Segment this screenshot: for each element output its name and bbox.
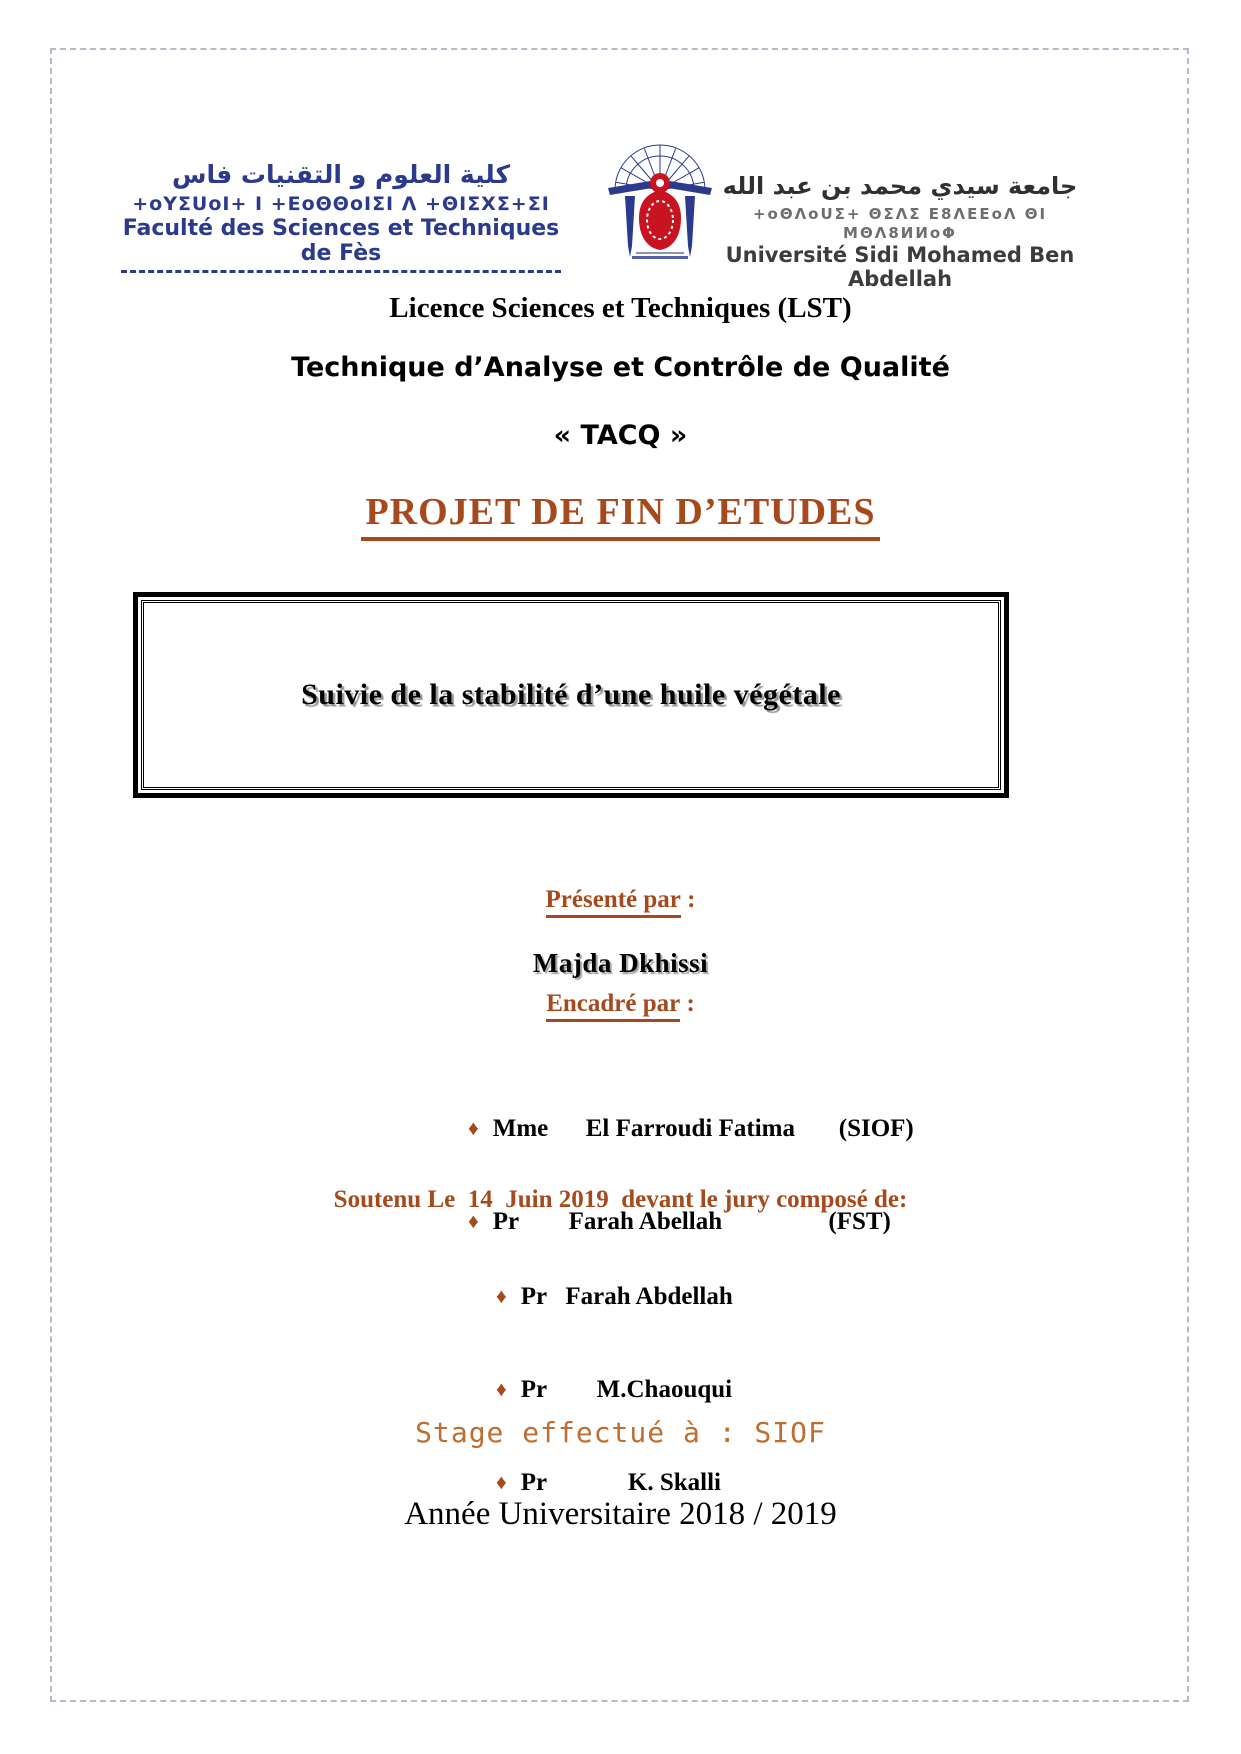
jury-member-text: Pr K. Skalli bbox=[520, 1469, 721, 1496]
jury-member bbox=[496, 1371, 733, 1408]
jury-member-text: Pr Farah Abdellah bbox=[520, 1283, 733, 1310]
presented-by-label: Présenté par bbox=[546, 886, 681, 918]
program-abbr: « TACQ » bbox=[553, 420, 688, 451]
usmba-tifinagh-title: +oΘΛoUΣ+ ΘΣΛΣ Ε8ΛΕΕoΛ ΘI MΘΛ8ИИoΦ bbox=[752, 205, 1048, 242]
supervised-by-colon: : bbox=[680, 990, 695, 1017]
diamond-bullet-icon: ♦ bbox=[496, 1284, 507, 1308]
diamond-bullet-icon: ♦ bbox=[496, 1377, 507, 1401]
jury-heading: Soutenu Le 14 Juin 2019 devant le jury composé de: bbox=[333, 1186, 908, 1213]
usmba-arabic-title: جامعة سيدي محمد بن عبد الله bbox=[722, 172, 1078, 200]
jury-list bbox=[496, 1222, 733, 1529]
fst-header-block bbox=[108, 160, 574, 273]
subject-box bbox=[133, 592, 1009, 798]
fst-name: Faculté des Sciences et Techniques de Fès bbox=[122, 216, 560, 266]
fst-dashed-divider bbox=[121, 270, 561, 273]
diamond-bullet-icon: ♦ bbox=[468, 1116, 479, 1140]
fst-tifinagh-title: +oYΣUoI+ I +ΕoΘΘoIΣI Λ +ΘIΣXΣ+ΣI bbox=[132, 193, 550, 215]
jury-member bbox=[496, 1278, 733, 1315]
internship-line: Stage effectué à : SIOF bbox=[415, 1416, 826, 1449]
usmba-name: Université Sidi Mohamed Ben Abdellah bbox=[725, 243, 1075, 291]
jury-member-text: Pr M.Chaouqui bbox=[520, 1376, 733, 1403]
presented-by-colon: : bbox=[680, 886, 696, 913]
subject-title: Suivie de la stabilité d’une huile végétale bbox=[301, 678, 841, 711]
supervised-by-heading bbox=[0, 990, 1241, 1022]
supervisor-text: Mme El Farroudi Fatima (SIOF) bbox=[492, 1115, 914, 1142]
usmba-header-block bbox=[700, 172, 1100, 291]
diamond-bullet-icon: ♦ bbox=[468, 1209, 479, 1233]
student-name: Majda Dkhissi bbox=[532, 948, 709, 978]
subject-box-inner-border bbox=[141, 600, 1001, 790]
degree-title: Licence Sciences et Techniques (LST) bbox=[389, 292, 852, 324]
supervised-by-label: Encadré par bbox=[546, 990, 680, 1022]
presented-by-heading bbox=[0, 886, 1241, 918]
academic-year: Année Universitaire 2018 / 2019 bbox=[404, 1496, 837, 1532]
program-title: Technique d’Analyse et Contrôle de Qualité bbox=[291, 352, 950, 383]
report-type-text: PROJET DE FIN D’ETUDES bbox=[361, 490, 879, 541]
supervisor-text: Pr Farah Abellah (FST) bbox=[492, 1208, 891, 1235]
fst-arabic-title: كلية العلوم و التقنيات فاس bbox=[171, 160, 511, 189]
supervisor-item bbox=[468, 1110, 914, 1147]
diamond-bullet-icon: ♦ bbox=[496, 1470, 507, 1494]
report-type-heading bbox=[0, 490, 1241, 541]
